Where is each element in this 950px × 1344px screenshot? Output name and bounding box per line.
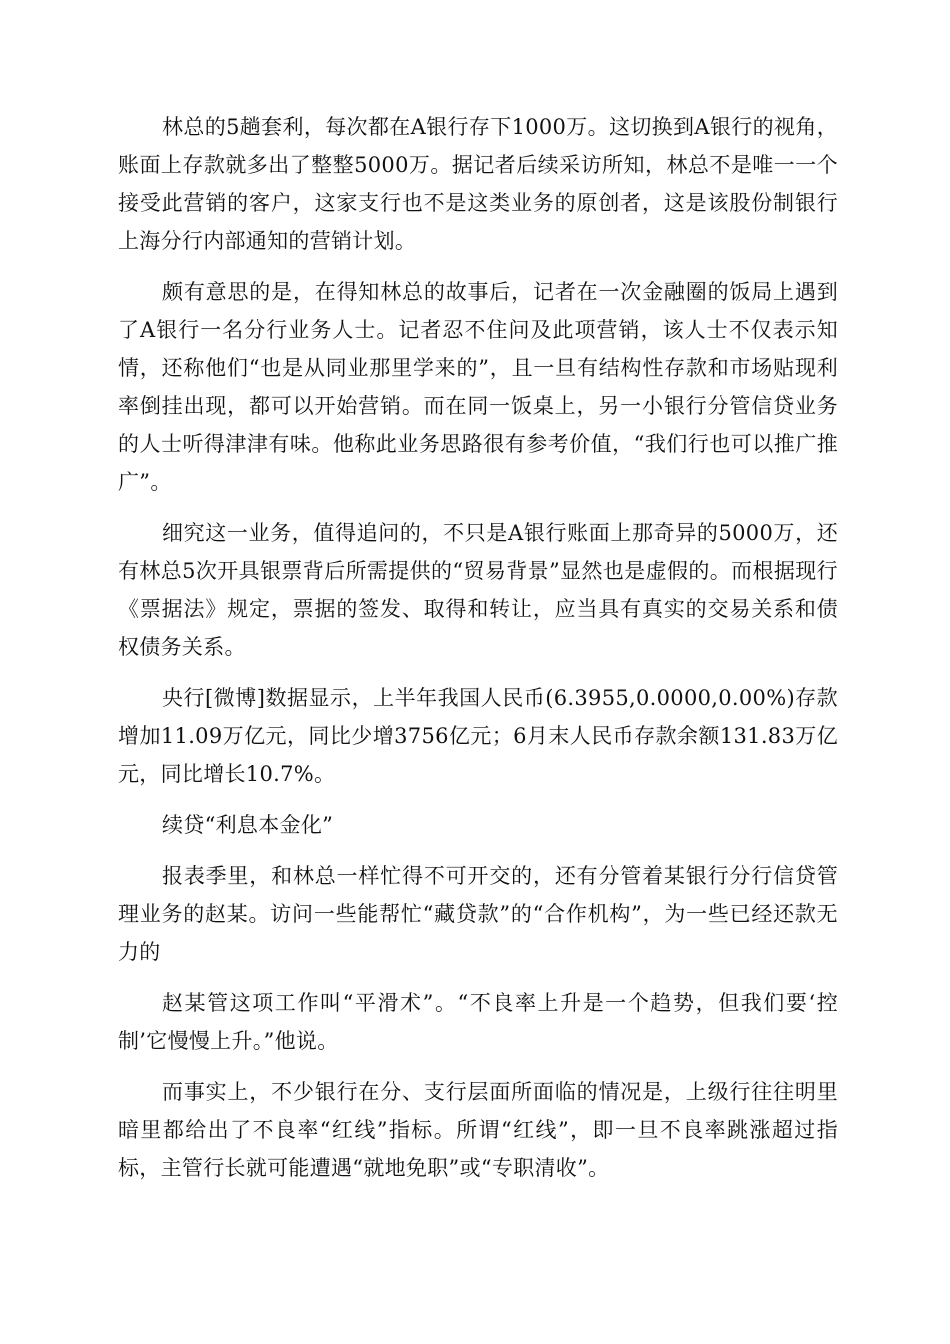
article-body xyxy=(118,108,838,1200)
paragraph-loan-manager: 报表季里，和林总一样忙得不可开交的，还有分管着某银行分行信贷管理业务的赵某。访问一些能帮忙“藏贷款”的“合作机构”，为一些已经还款无力的 xyxy=(118,864,838,964)
paragraph-smoothing: 赵某管这项工作叫“平滑术”。“不良率上升是一个趋势，但我们要‘控制’它慢慢上升。”他说。 xyxy=(118,991,838,1053)
section-heading: 续贷“利息本金化” xyxy=(162,813,334,837)
paragraph-red-line: 而事实上，不少银行在分、支行层面所面临的情况是，上级行往往明里暗里都给出了不良率“红线”指标。所谓“红线”，即一旦不良率跳涨超过指标，主管行长就可能遭遇“就地免职”或“专职清收”。 xyxy=(118,1080,838,1180)
paragraph-bill-law: 细究这一业务，值得追问的，不只是A银行账面上那奇异的5000万，还有林总5次开具银票背后所需提供的“贸易背景”显然也是虚假的。而根据现行《票据法》规定，票据的签发、取得和转让，应当具有真实的交易关系和债权债务关系。 xyxy=(118,521,838,659)
paragraph-arbitrage: 林总的5趟套利，每次都在A银行存下1000万。这切换到A银行的视角，账面上存款就多出了整整5000万。据记者后续采访所知，林总不是唯一一个接受此营销的客户，这家支行也不是这类业务的原创者，这是该股份制银行上海分行内部通知的营销计划。 xyxy=(118,115,838,253)
paragraph-banquet: 颇有意思的是，在得知林总的故事后，记者在一次金融圈的饭局上遇到了A银行一名分行业务人士。记者忍不住问及此项营销，该人士不仅表示知情，还称他们“也是从同业那里学来的”，且一旦有结构性存款和市场贴现利率倒挂出现，都可以开始营销。而在同一饭桌上，另一小银行分管信贷业务的人士听得津津有味。他称此业务思路很有参考价值，“我们行也可以推广推广”。 xyxy=(118,280,838,494)
paragraph-deposit-data: 央行[微博]数据显示，上半年我国人民币(6.3955,0.0000,0.00%)存款增加11.09万亿元，同比少增3756亿元；6月末人民币存款余额131.83万亿元，同比增长10.7%。 xyxy=(118,686,838,786)
